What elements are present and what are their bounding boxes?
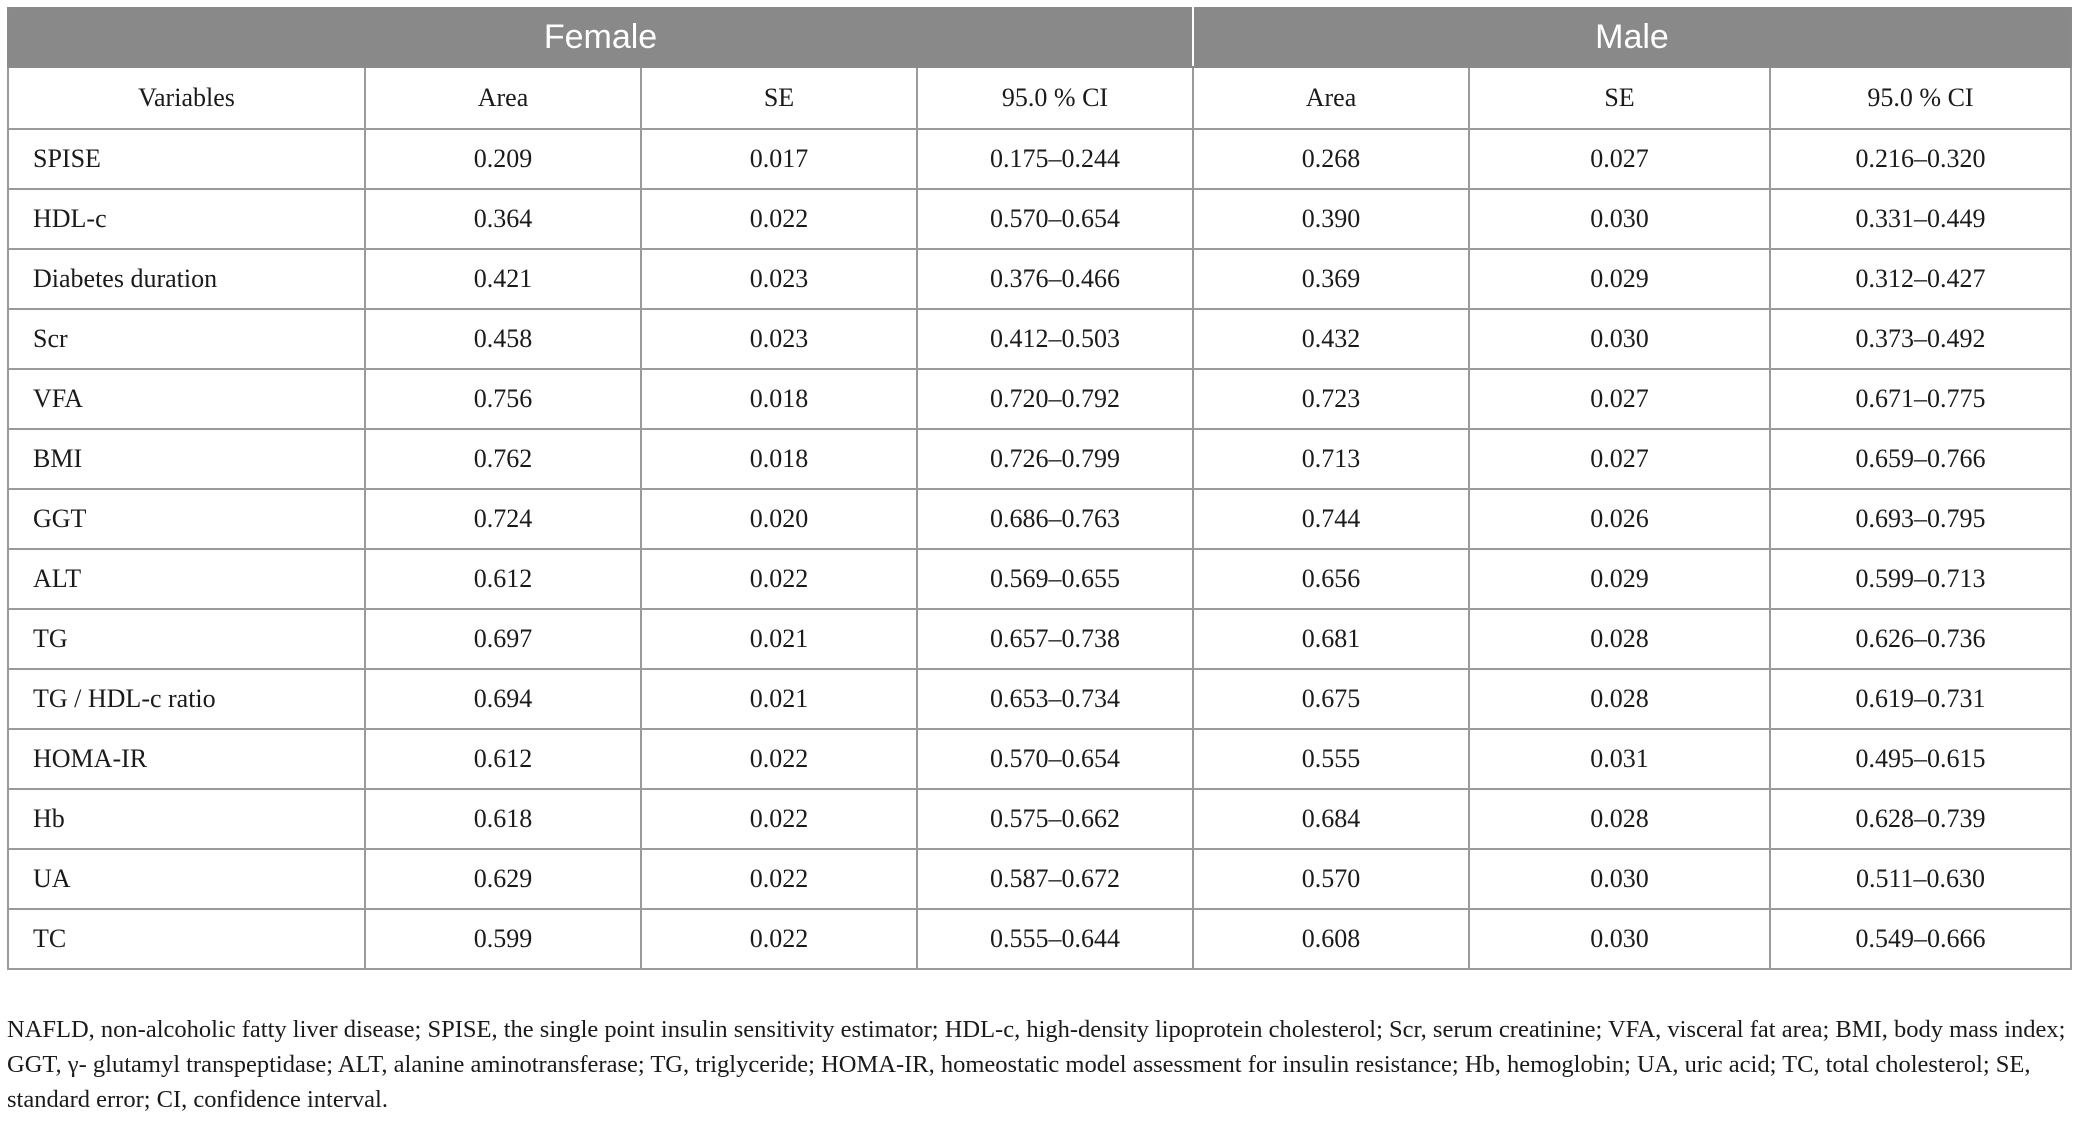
cell-male-ci: 0.619–0.731 [1770, 669, 2071, 729]
column-header-male-area: Area [1193, 67, 1469, 129]
cell-female-ci: 0.686–0.763 [917, 489, 1193, 549]
cell-variable: VFA [8, 369, 365, 429]
column-header-variables: Variables [8, 67, 365, 129]
cell-male-area: 0.570 [1193, 849, 1469, 909]
column-header-male-se: SE [1469, 67, 1770, 129]
column-header-male-ci: 95.0 % CI [1770, 67, 2071, 129]
cell-female-se: 0.017 [641, 129, 917, 189]
cell-male-se: 0.031 [1469, 729, 1770, 789]
table-row [8, 549, 2071, 609]
cell-female-area: 0.724 [365, 489, 641, 549]
cell-female-se: 0.018 [641, 429, 917, 489]
cell-variable: TC [8, 909, 365, 969]
cell-male-area: 0.713 [1193, 429, 1469, 489]
cell-male-se: 0.030 [1469, 909, 1770, 969]
cell-male-se: 0.027 [1469, 129, 1770, 189]
cell-female-area: 0.209 [365, 129, 641, 189]
cell-male-area: 0.555 [1193, 729, 1469, 789]
roc-results-table-container [7, 7, 2070, 970]
cell-female-ci: 0.726–0.799 [917, 429, 1193, 489]
cell-male-se: 0.027 [1469, 429, 1770, 489]
cell-female-ci: 0.570–0.654 [917, 189, 1193, 249]
table-row [8, 909, 2071, 969]
column-header-female-se: SE [641, 67, 917, 129]
cell-female-area: 0.364 [365, 189, 641, 249]
cell-female-ci: 0.569–0.655 [917, 549, 1193, 609]
cell-female-area: 0.756 [365, 369, 641, 429]
cell-female-se: 0.022 [641, 909, 917, 969]
table-row [8, 249, 2071, 309]
cell-male-ci: 0.549–0.666 [1770, 909, 2071, 969]
cell-female-se: 0.022 [641, 789, 917, 849]
cell-female-ci: 0.653–0.734 [917, 669, 1193, 729]
cell-male-area: 0.608 [1193, 909, 1469, 969]
table-row [8, 429, 2071, 489]
cell-variable: ALT [8, 549, 365, 609]
cell-variable: HDL-c [8, 189, 365, 249]
cell-female-ci: 0.412–0.503 [917, 309, 1193, 369]
cell-male-area: 0.369 [1193, 249, 1469, 309]
cell-male-ci: 0.693–0.795 [1770, 489, 2071, 549]
cell-female-ci: 0.555–0.644 [917, 909, 1193, 969]
cell-variable: GGT [8, 489, 365, 549]
cell-variable: Diabetes duration [8, 249, 365, 309]
cell-male-se: 0.030 [1469, 309, 1770, 369]
cell-male-area: 0.723 [1193, 369, 1469, 429]
cell-male-se: 0.028 [1469, 789, 1770, 849]
table-body [8, 129, 2071, 969]
cell-variable: HOMA-IR [8, 729, 365, 789]
cell-female-se: 0.020 [641, 489, 917, 549]
cell-male-ci: 0.628–0.739 [1770, 789, 2071, 849]
cell-variable: TG [8, 609, 365, 669]
cell-female-se: 0.021 [641, 609, 917, 669]
table-row [8, 309, 2071, 369]
cell-female-area: 0.612 [365, 549, 641, 609]
column-header-female-ci: 95.0 % CI [917, 67, 1193, 129]
table-row [8, 369, 2071, 429]
cell-male-area: 0.656 [1193, 549, 1469, 609]
table-row [8, 849, 2071, 909]
cell-male-area: 0.744 [1193, 489, 1469, 549]
cell-female-area: 0.599 [365, 909, 641, 969]
cell-male-ci: 0.599–0.713 [1770, 549, 2071, 609]
cell-female-se: 0.022 [641, 729, 917, 789]
cell-male-se: 0.028 [1469, 609, 1770, 669]
column-header-female-area: Area [365, 67, 641, 129]
cell-male-se: 0.026 [1469, 489, 1770, 549]
cell-male-ci: 0.373–0.492 [1770, 309, 2071, 369]
cell-female-ci: 0.570–0.654 [917, 729, 1193, 789]
group-header-female: Female [8, 8, 1193, 67]
cell-female-area: 0.458 [365, 309, 641, 369]
cell-female-area: 0.762 [365, 429, 641, 489]
cell-female-area: 0.694 [365, 669, 641, 729]
cell-female-area: 0.612 [365, 729, 641, 789]
cell-female-ci: 0.175–0.244 [917, 129, 1193, 189]
cell-male-area: 0.390 [1193, 189, 1469, 249]
cell-female-ci: 0.575–0.662 [917, 789, 1193, 849]
cell-variable: UA [8, 849, 365, 909]
cell-male-area: 0.681 [1193, 609, 1469, 669]
cell-female-ci: 0.720–0.792 [917, 369, 1193, 429]
cell-male-ci: 0.659–0.766 [1770, 429, 2071, 489]
group-header-male: Male [1193, 8, 2071, 67]
cell-variable: SPISE [8, 129, 365, 189]
cell-male-se: 0.030 [1469, 189, 1770, 249]
cell-male-se: 0.029 [1469, 249, 1770, 309]
cell-male-area: 0.684 [1193, 789, 1469, 849]
cell-female-se: 0.023 [641, 249, 917, 309]
table-footnote: NAFLD, non-alcoholic fatty liver disease; SPISE, the single point insulin sensitivity estimator; HDL-c, high-density lipoprotein cholesterol; Scr, serum creatinine; VFA, visceral fat area; BMI, body mass index; GGT, γ- glutamyl transpeptidase; ALT, alanine aminotransferase; TG, triglyceride; HOMA-IR, homeostatic model assessment for insulin resistance; Hb, hemoglobin; UA, uric acid; TC, total cholesterol; SE, standard error; CI, confidence interval. [7, 1016, 2066, 1113]
group-header-row [8, 8, 2071, 67]
cell-male-ci: 0.626–0.736 [1770, 609, 2071, 669]
cell-male-ci: 0.312–0.427 [1770, 249, 2071, 309]
table-row [8, 189, 2071, 249]
cell-male-area: 0.675 [1193, 669, 1469, 729]
cell-female-se: 0.022 [641, 849, 917, 909]
table-row [8, 489, 2071, 549]
cell-female-se: 0.022 [641, 189, 917, 249]
cell-female-area: 0.629 [365, 849, 641, 909]
cell-male-ci: 0.495–0.615 [1770, 729, 2071, 789]
cell-female-ci: 0.657–0.738 [917, 609, 1193, 669]
cell-male-ci: 0.671–0.775 [1770, 369, 2071, 429]
cell-female-ci: 0.587–0.672 [917, 849, 1193, 909]
cell-male-ci: 0.331–0.449 [1770, 189, 2071, 249]
cell-male-se: 0.027 [1469, 369, 1770, 429]
cell-male-area: 0.432 [1193, 309, 1469, 369]
table-row [8, 129, 2071, 189]
table-row [8, 789, 2071, 849]
cell-female-se: 0.023 [641, 309, 917, 369]
table-row [8, 609, 2071, 669]
cell-female-area: 0.421 [365, 249, 641, 309]
cell-female-area: 0.697 [365, 609, 641, 669]
cell-male-area: 0.268 [1193, 129, 1469, 189]
column-header-row [8, 67, 2071, 129]
cell-variable: Hb [8, 789, 365, 849]
cell-female-se: 0.021 [641, 669, 917, 729]
cell-male-se: 0.029 [1469, 549, 1770, 609]
cell-variable: TG / HDL-c ratio [8, 669, 365, 729]
cell-female-se: 0.018 [641, 369, 917, 429]
cell-male-ci: 0.511–0.630 [1770, 849, 2071, 909]
cell-female-area: 0.618 [365, 789, 641, 849]
table-row [8, 729, 2071, 789]
cell-variable: Scr [8, 309, 365, 369]
cell-female-ci: 0.376–0.466 [917, 249, 1193, 309]
cell-variable: BMI [8, 429, 365, 489]
table-row [8, 669, 2071, 729]
cell-male-ci: 0.216–0.320 [1770, 129, 2071, 189]
cell-female-se: 0.022 [641, 549, 917, 609]
cell-male-se: 0.028 [1469, 669, 1770, 729]
roc-results-table [7, 7, 2072, 970]
cell-male-se: 0.030 [1469, 849, 1770, 909]
